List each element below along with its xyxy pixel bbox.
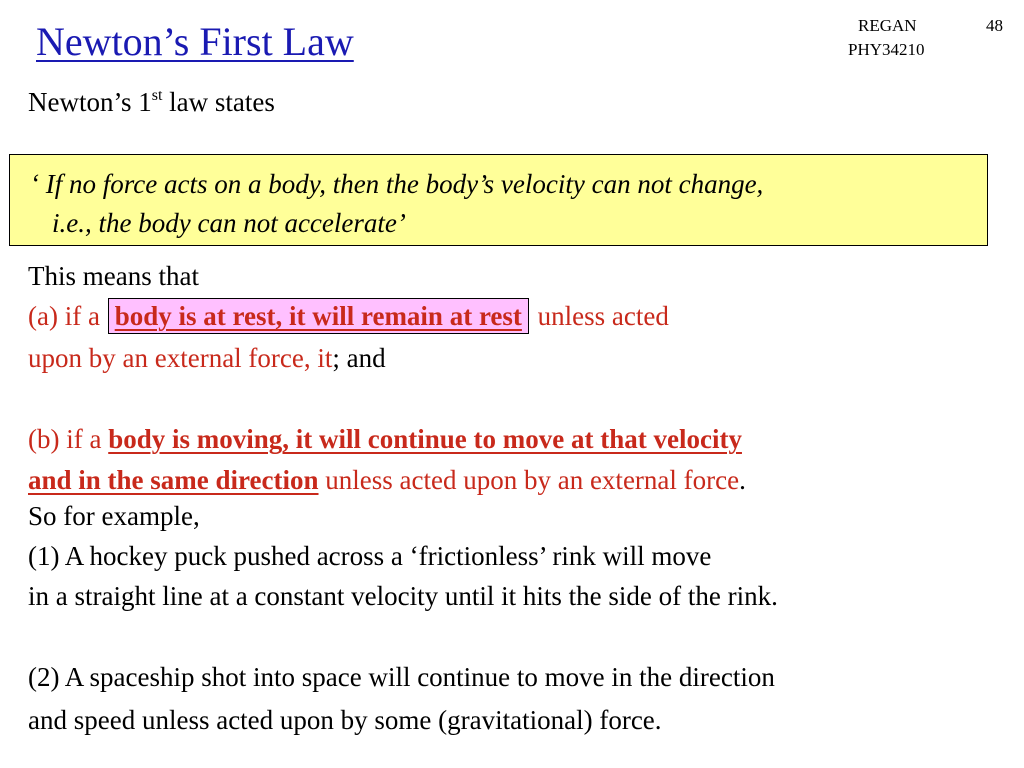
case-a-suffix: unless acted <box>530 301 669 331</box>
case-a-and: ; and <box>332 343 386 373</box>
case-b-highlight-1: body is moving, it will continue to move at that velocity <box>108 424 742 454</box>
case-b-highlight-2: and in the same direction <box>28 465 319 495</box>
examples-lead: So for example, <box>28 501 200 531</box>
meaning-lead: This means that <box>28 261 199 291</box>
case-b-period: . <box>739 465 746 495</box>
slide-title: Newton’s First Law <box>36 19 354 64</box>
example-2-line-2: and speed unless acted upon by some (gravitational) force. <box>28 705 662 735</box>
case-a-highlight: body is at rest, it will remain at rest <box>114 301 522 331</box>
case-a-prefix: (a) if a <box>28 301 107 331</box>
intro-line <box>28 84 275 120</box>
example-1-line-2: in a straight line at a constant velocity until it hits the side of the rink. <box>28 581 778 611</box>
intro-suffix: law states <box>162 87 275 117</box>
example-2-line-1: (2) A spaceship shot into space will continue to move in the direction <box>28 662 775 692</box>
case-b-prefix: (b) if a <box>28 424 109 454</box>
example-1-line-1: (1) A hockey puck pushed across a ‘frictionless’ rink will move <box>28 541 712 571</box>
law-quote-line-2: i.e., the body can not accelerate’ <box>52 208 406 238</box>
case-b-line-1 <box>28 421 742 457</box>
page-number: 48 <box>986 16 1003 35</box>
author-label: REGAN <box>858 16 917 35</box>
case-a-continuation: upon by an external force, it <box>28 343 333 373</box>
case-a-line-2 <box>28 340 386 376</box>
case-a-highlight-box <box>108 298 529 334</box>
law-quote-line-1: ‘ If no force acts on a body, then the body’s velocity can not change, <box>30 169 764 199</box>
case-b-suffix: unless acted upon by an external force <box>318 465 740 495</box>
case-b-line-2 <box>28 462 746 498</box>
case-a-line-1 <box>28 298 669 334</box>
intro-prefix: Newton’s 1 <box>28 87 152 117</box>
course-code: PHY34210 <box>848 40 925 59</box>
intro-superscript: st <box>151 87 163 104</box>
